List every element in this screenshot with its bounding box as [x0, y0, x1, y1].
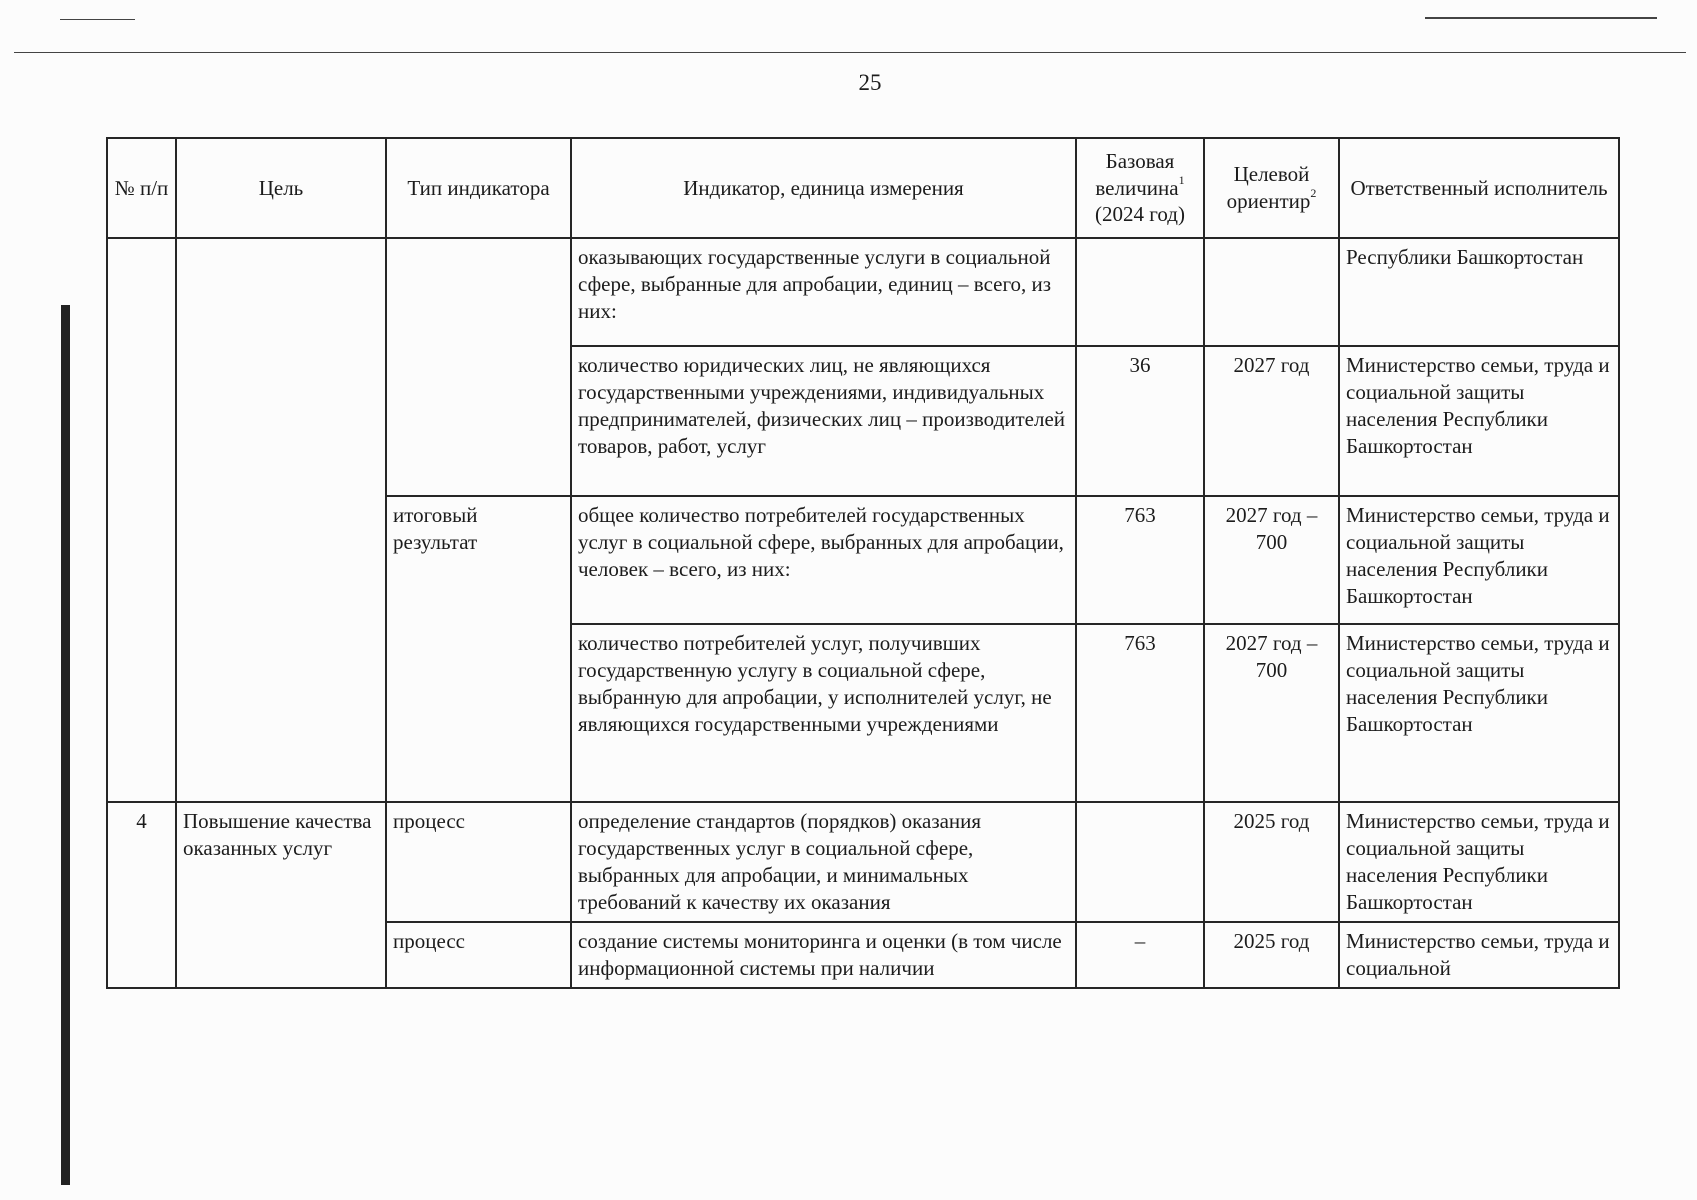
cell-target	[1204, 238, 1339, 346]
cell-indicator: количество юридических лиц, не являющихся государственными учреждениями, индивидуальных предпринимателей, физических лиц – производителей товаров, работ, услуг	[571, 346, 1076, 496]
cell-base: 763	[1076, 496, 1204, 624]
header-num: № п/п	[107, 138, 176, 238]
cell-indicator: оказывающих государственные услуги в социальной сфере, выбранные для апробации, единиц – всего, из них:	[571, 238, 1076, 346]
cell-responsible: Министерство семьи, труда и социальной защиты населения Республики Башкортостан	[1339, 346, 1619, 496]
header-type: Тип индикатора	[386, 138, 571, 238]
top-right-rule	[1425, 17, 1657, 19]
header-goal: Цель	[176, 138, 386, 238]
cell-target: 2027 год – 700	[1204, 496, 1339, 624]
header-base	[1076, 138, 1204, 238]
indicators-table	[106, 137, 1620, 989]
top-left-rule	[60, 19, 135, 20]
cell-target: 2027 год	[1204, 346, 1339, 496]
cell-responsible: Министерство семьи, труда и социальной	[1339, 922, 1619, 988]
cell-indicator: определение стандартов (порядков) оказания государственных услуг в социальной сфере, выбранных для апробации, и минимальных требований к качеству их оказания	[571, 802, 1076, 922]
scan-binding-edge	[61, 305, 70, 1185]
header-target	[1204, 138, 1339, 238]
page-number: 25	[858, 70, 882, 95]
cell-indicator: создание системы мониторинга и оценки (в том числе информационной системы при наличии	[571, 922, 1076, 988]
cell-target: 2025 год	[1204, 802, 1339, 922]
cell-responsible: Министерство семьи, труда и социальной защиты населения Республики Башкортостан	[1339, 496, 1619, 624]
cell-goal: Повышение качества оказанных услуг	[176, 802, 386, 988]
cell-goal	[176, 238, 386, 802]
cell-type: процесс	[386, 922, 571, 988]
cell-target: 2027 год – 700	[1204, 624, 1339, 802]
cell-type	[386, 238, 571, 496]
cell-target: 2025 год	[1204, 922, 1339, 988]
header-responsible: Ответственный исполнитель	[1339, 138, 1619, 238]
header-base-footnote: 1	[1178, 172, 1185, 187]
cell-base	[1076, 238, 1204, 346]
cell-type: итоговый результат	[386, 496, 571, 802]
cell-base: 36	[1076, 346, 1204, 496]
cell-responsible: Республики Башкортостан	[1339, 238, 1619, 346]
cell-num: 4	[107, 802, 176, 988]
cell-base: 763	[1076, 624, 1204, 802]
cell-type: процесс	[386, 802, 571, 922]
cell-responsible: Министерство семьи, труда и социальной защиты населения Республики Башкортостан	[1339, 802, 1619, 922]
table-header-row	[107, 138, 1619, 238]
header-target-footnote: 2	[1310, 186, 1317, 200]
table-row	[107, 802, 1619, 922]
cell-indicator: общее количество потребителей государственных услуг в социальной сфере, выбранных для апробации, человек – всего, из них:	[571, 496, 1076, 624]
cell-base: –	[1076, 922, 1204, 988]
cell-num	[107, 238, 176, 802]
table-row	[107, 238, 1619, 346]
header-indicator: Индикатор, единица измерения	[571, 138, 1076, 238]
header-base-label: Базовая величина	[1095, 148, 1179, 200]
header-target-label: Целевой ориентир	[1226, 162, 1311, 213]
cell-indicator: количество потребителей услуг, получивших государственную услугу в социальной сфере, выбранную для апробации, у исполнителей услуг, не являющихся государственными учреждениями	[571, 624, 1076, 802]
top-rule	[14, 52, 1686, 53]
header-base-year: (2024 год)	[1095, 202, 1185, 227]
cell-responsible: Министерство семьи, труда и социальной защиты населения Республики Башкортостан	[1339, 624, 1619, 802]
cell-base	[1076, 802, 1204, 922]
